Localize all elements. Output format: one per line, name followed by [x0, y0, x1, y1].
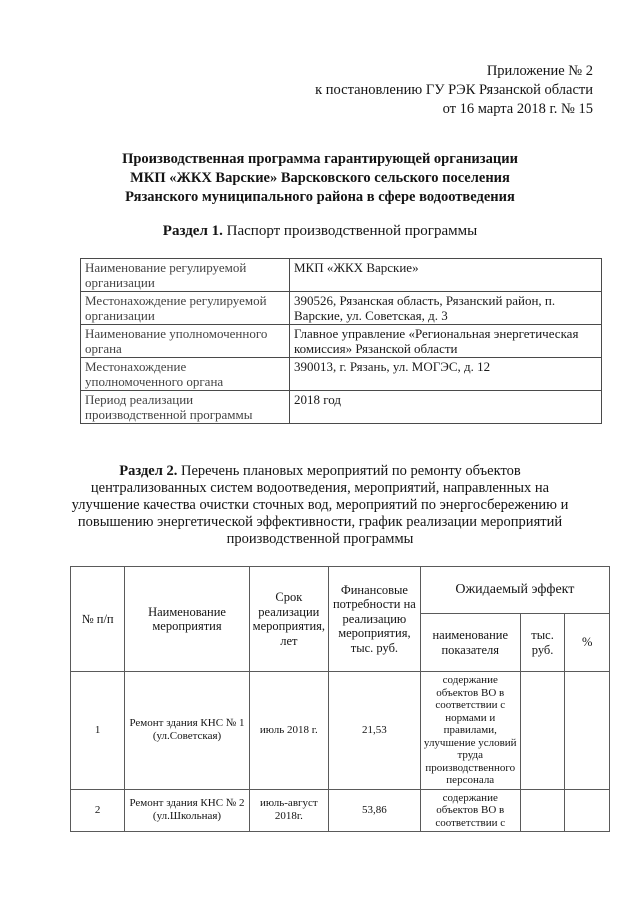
row-term: июль-август 2018г. — [249, 789, 328, 832]
header-effect: Ожидаемый эффект — [420, 567, 609, 614]
passport-key: Наименование уполномоченного органа — [81, 325, 290, 358]
header-percent: % — [565, 614, 610, 672]
row-name: Ремонт здания КНС № 2 (ул.Школьная) — [125, 789, 249, 832]
passport-value: 390013, г. Рязань, ул. МОГЭС, д. 12 — [290, 358, 602, 391]
row-effect: содержание объектов ВО в соответствии с нормами и правилами, улучшение условий труда производственного персонала — [420, 672, 520, 790]
table-row — [81, 259, 602, 292]
row-thousand — [520, 672, 565, 790]
table-header-row — [71, 567, 610, 614]
row-effect: содержание объектов ВО в соответствии с — [420, 789, 520, 832]
table-row — [81, 292, 602, 325]
section-1-text: Паспорт производственной программы — [226, 223, 478, 239]
section-2-label: Раздел 2. — [119, 463, 178, 479]
appendix-line-3: от 16 марта 2018 г. № 15 — [442, 101, 593, 117]
table-row — [71, 789, 610, 832]
title-line-2: МКП «ЖКХ Варские» Варсковского сельского поселения — [130, 170, 510, 186]
plan-table — [70, 566, 610, 832]
row-thousand — [520, 789, 565, 832]
passport-value: 390526, Рязанская область, Рязанский район, п. Варские, ул. Советская, д. 3 — [290, 292, 602, 325]
row-num: 1 — [71, 672, 125, 790]
row-percent — [565, 672, 610, 790]
passport-table — [80, 258, 602, 424]
row-term: июль 2018 г. — [249, 672, 328, 790]
section-2-text: Перечень плановых мероприятий по ремонту объектов централизованных систем водоотведения, мероприятий, направленных на улучшение качества очистки сточных вод, мероприятий по энергосбережению и повышению энергетической эффективности, график реализации мероприятий производственной программы — [71, 463, 569, 547]
section-1-heading — [60, 222, 580, 241]
row-finance: 21,53 — [329, 672, 421, 790]
header-term: Срок реализации мероприятия, лет — [249, 567, 328, 672]
appendix-line-1: Приложение № 2 — [486, 63, 593, 79]
section-1-label: Раздел 1. — [162, 223, 223, 239]
row-percent — [565, 789, 610, 832]
document-title — [60, 150, 580, 207]
passport-key: Местонахождение уполномоченного органа — [81, 358, 290, 391]
passport-key: Период реализации производственной программы — [81, 391, 290, 424]
row-num: 2 — [71, 789, 125, 832]
appendix-line-2: к постановлению ГУ РЭК Рязанской области — [315, 82, 593, 98]
passport-key: Местонахождение регулируемой организации — [81, 292, 290, 325]
table-row — [81, 358, 602, 391]
passport-value: 2018 год — [290, 391, 602, 424]
header-name: Наименование мероприятия — [125, 567, 249, 672]
table-row — [71, 672, 610, 790]
header-num: № п/п — [71, 567, 125, 672]
table-row — [81, 391, 602, 424]
passport-key: Наименование регулируемой организации — [81, 259, 290, 292]
section-2-heading — [60, 463, 580, 548]
title-line-1: Производственная программа гарантирующей организации — [122, 151, 518, 167]
passport-value: МКП «ЖКХ Варские» — [290, 259, 602, 292]
row-name: Ремонт здания КНС № 1 (ул.Советская) — [125, 672, 249, 790]
passport-value: Главное управление «Региональная энергетическая комиссия» Рязанской области — [290, 325, 602, 358]
table-row — [81, 325, 602, 358]
row-finance: 53,86 — [329, 789, 421, 832]
title-line-3: Рязанского муниципального района в сфере водоотведения — [125, 189, 515, 205]
header-thousand: тыс. руб. — [520, 614, 565, 672]
header-indicator: наименование показателя — [420, 614, 520, 672]
appendix-header — [315, 62, 593, 119]
header-finance: Финансовые потребности на реализацию мероприятия, тыс. руб. — [329, 567, 421, 672]
